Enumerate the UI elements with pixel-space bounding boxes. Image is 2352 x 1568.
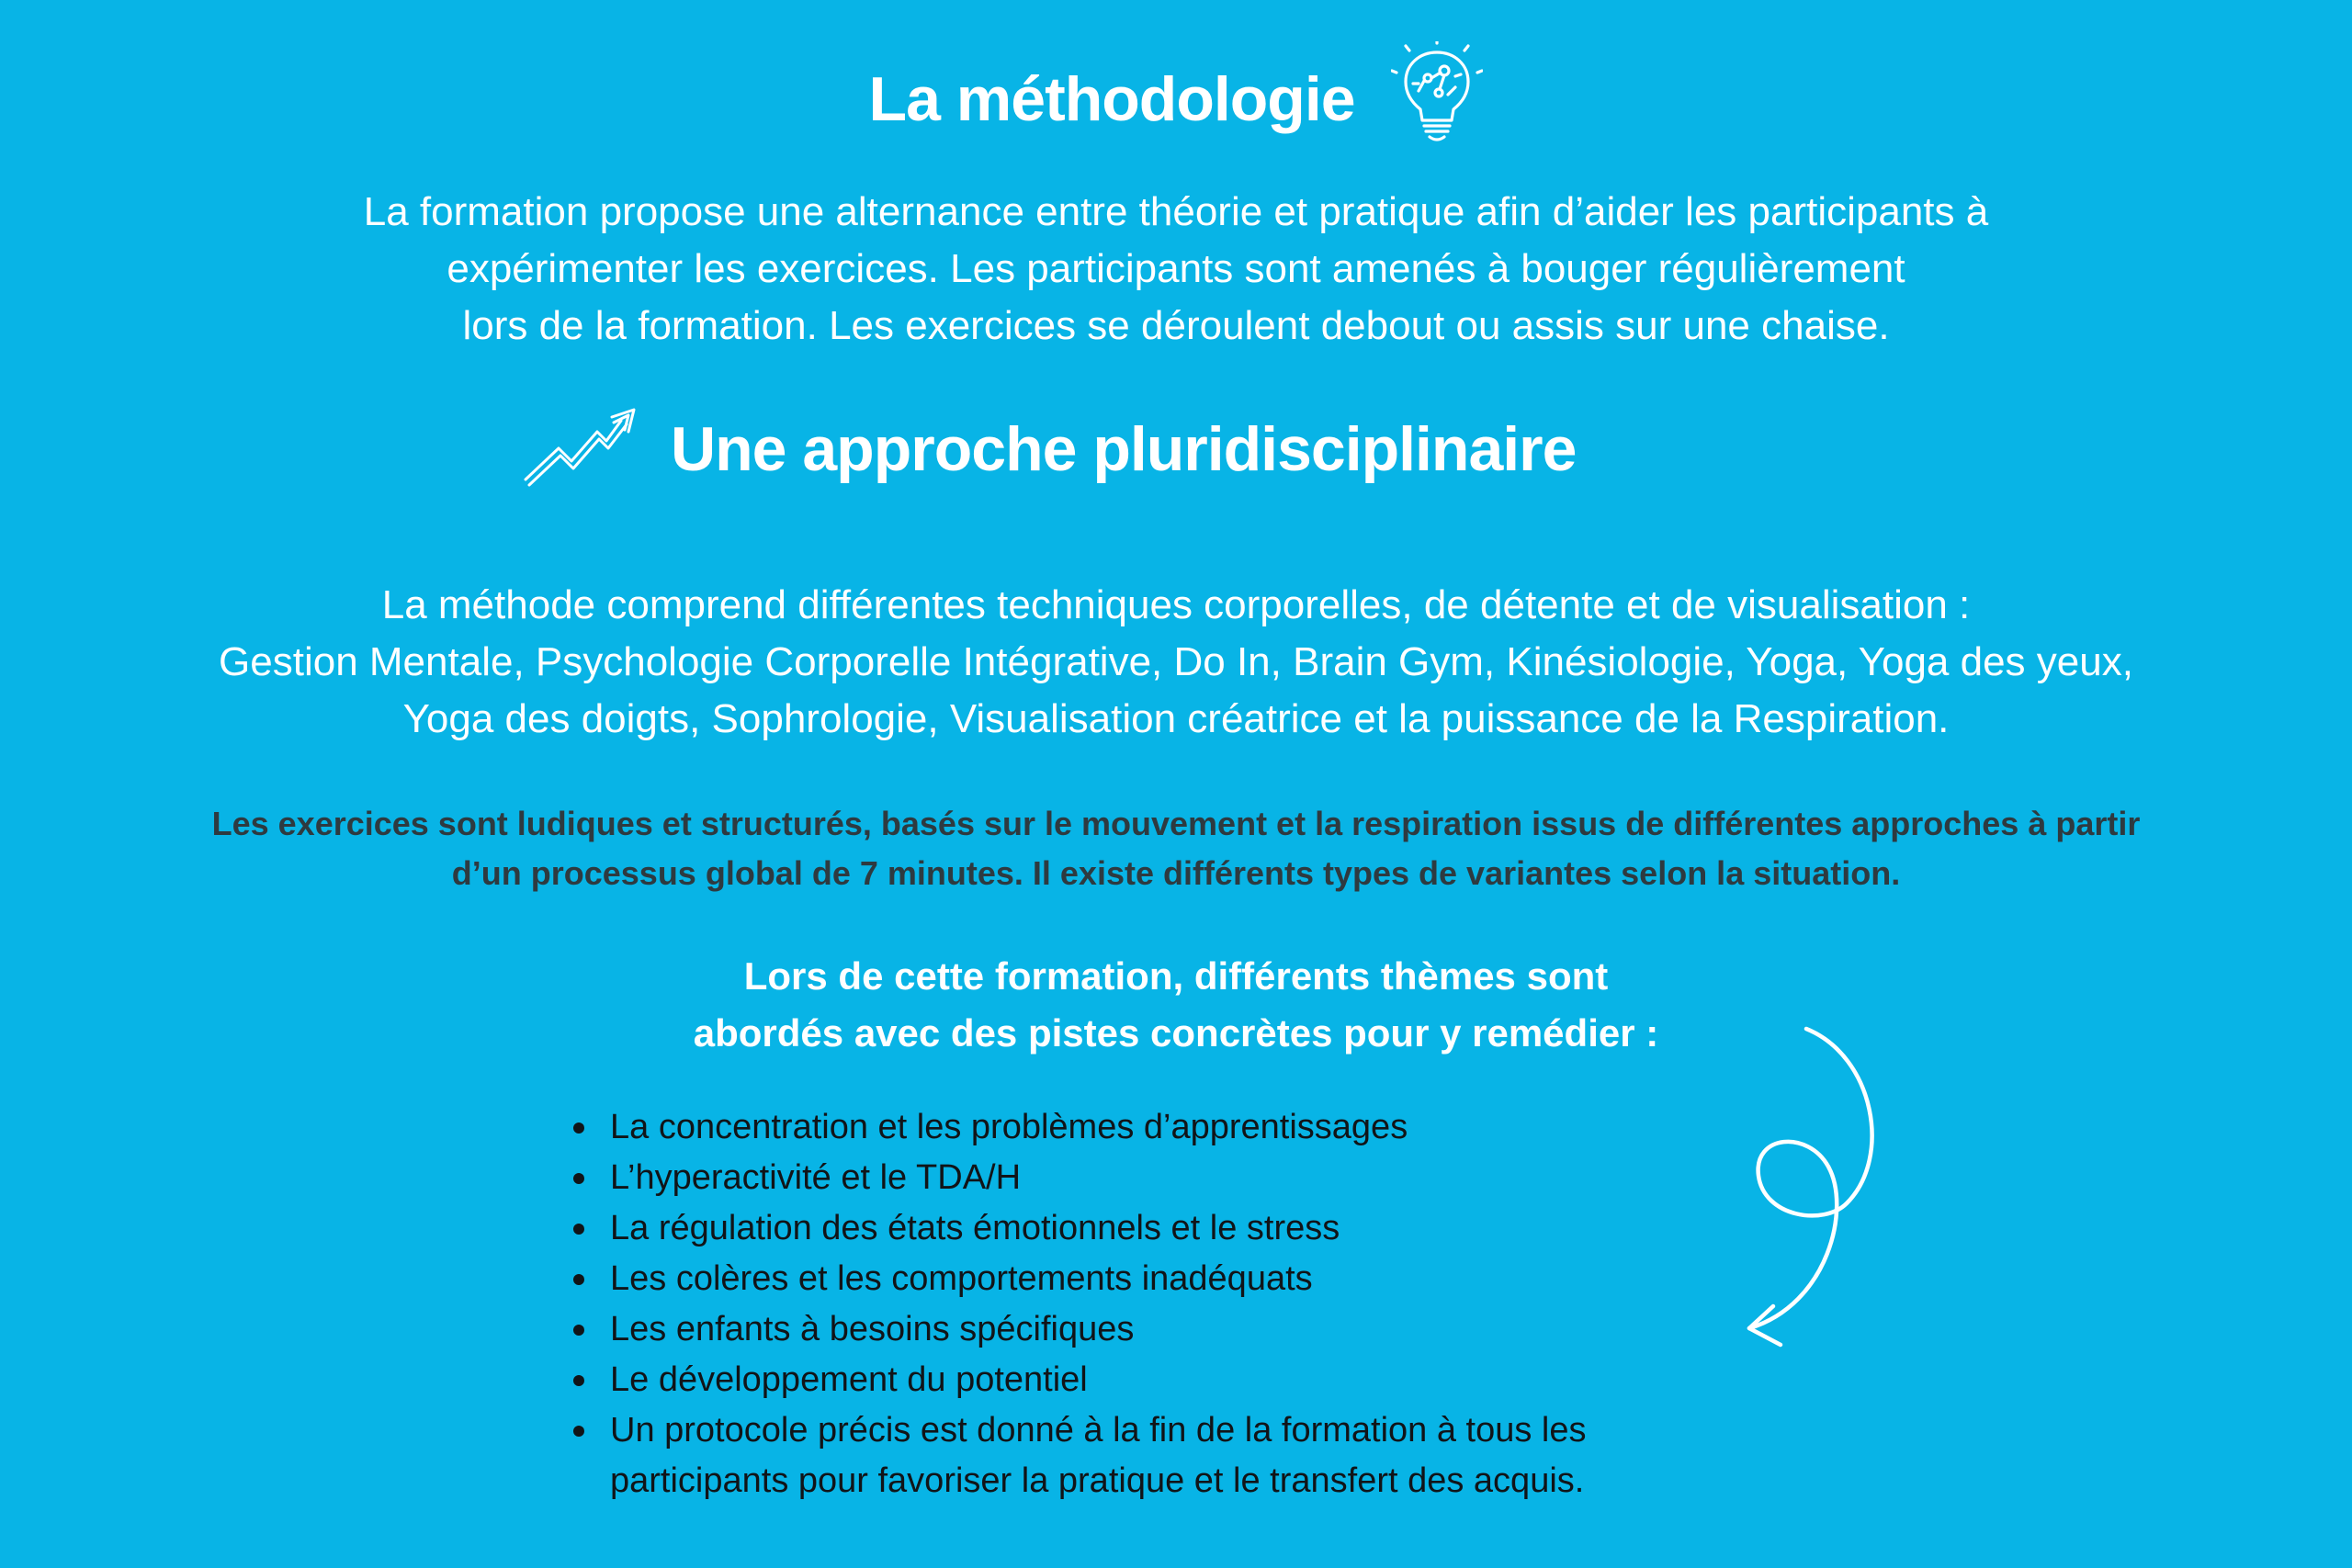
bullet-icon: [573, 1375, 584, 1386]
list-item: [571, 1203, 1803, 1254]
list-item-text: Les colères et les comportements inadéquats: [610, 1259, 1313, 1298]
bullet-icon: [573, 1325, 584, 1336]
approach-heading: [524, 404, 1828, 505]
themes-intro: [533, 948, 1819, 1062]
methodology-line-1: La formation propose une alternance entre théorie et pratique afin d’aider les participants à: [363, 189, 1989, 234]
list-item-text: Le développement du potentiel: [610, 1360, 1088, 1399]
trending-up-icon: [524, 404, 643, 496]
list-item: [571, 1304, 1803, 1355]
methodology-heading: [0, 53, 2352, 144]
methodology-line-2: expérimenter les exercices. Les participants sont amenés à bouger régulièrement: [447, 246, 1905, 291]
list-item: [571, 1102, 1803, 1153]
lightbulb-icon: [1391, 41, 1483, 144]
methodology-title: La méthodologie: [868, 64, 1355, 135]
exercises-paragraph: [28, 799, 2324, 898]
bullet-icon: [573, 1173, 584, 1184]
list-item-text: Les enfants à besoins spécifiques: [610, 1310, 1135, 1348]
themes-intro-line-1: Lors de cette formation, différents thèmes sont: [743, 954, 1609, 998]
methodology-paragraph: [165, 184, 2187, 355]
bullet-icon: [573, 1122, 584, 1134]
themes-intro-line-2: abordés avec des pistes concrètes pour y remédier :: [693, 1011, 1659, 1055]
list-item: [571, 1355, 1803, 1405]
bullet-icon: [573, 1224, 584, 1235]
exercises-line-2: d’un processus global de 7 minutes. Il existe différents types de variantes selon la situation.: [451, 854, 1901, 892]
approach-line-3: Yoga des doigts, Sophrologie, Visualisation créatrice et la puissance de la Respiration.: [402, 696, 1950, 741]
approach-title: Une approche pluridisciplinaire: [671, 414, 1577, 484]
exercises-line-1: Les exercices sont ludiques et structurés, basés sur le mouvement et la respiration issus de différentes approches à partir: [211, 805, 2141, 842]
approach-line-1: La méthode comprend différentes techniques corporelles, de détente et de visualisation :: [381, 582, 1971, 627]
approach-line-2: Gestion Mentale, Psychologie Corporelle Intégrative, Do In, Brain Gym, Kinésiologie, Yoga, Yoga des yeux,: [219, 639, 2133, 684]
list-item: [571, 1254, 1803, 1304]
bullet-icon: [573, 1426, 584, 1437]
list-item-text: La concentration et les problèmes d’apprentissages: [610, 1108, 1408, 1146]
list-item-text: L’hyperactivité et le TDA/H: [610, 1158, 1022, 1197]
bullet-icon: [573, 1274, 584, 1285]
themes-list: [571, 1102, 1803, 1506]
list-item: [571, 1153, 1803, 1203]
list-item-text-line-2: participants pour favoriser la pratique et le transfert des acquis.: [610, 1461, 1585, 1500]
list-item-text-line-1: Un protocole précis est donné à la fin de la formation à tous les: [610, 1411, 1587, 1450]
curly-arrow-icon: [1736, 1020, 1893, 1359]
list-item: [571, 1405, 1803, 1506]
list-item-text: La régulation des états émotionnels et le stress: [610, 1209, 1340, 1247]
methodology-line-3: lors de la formation. Les exercices se déroulent debout ou assis sur une chaise.: [462, 303, 1890, 348]
approach-paragraph: [37, 577, 2315, 748]
